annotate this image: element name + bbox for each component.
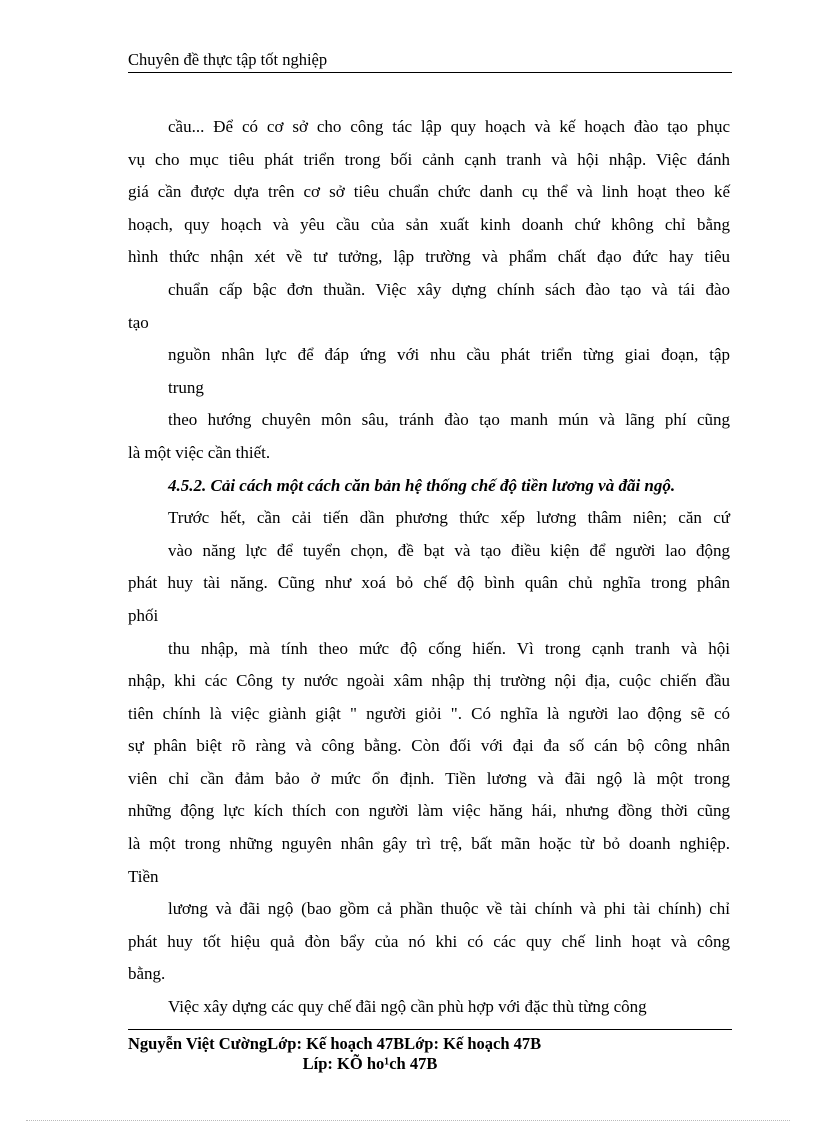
section-heading: 4.5.2. Cải cách một cách căn bản hệ thống chế độ tiền lương và đãi ngộ. [168, 475, 676, 495]
text-line: là một việc cần thiết. [128, 442, 271, 462]
page-bottom-border [26, 1120, 790, 1121]
footer-line-1: Nguyễn Việt CườngLớp: Kế hoạch 47BLớp: Kế hoạch 47B [128, 1034, 542, 1053]
page-footer [128, 1034, 732, 1074]
text-line: những động lực kích thích con người làm việc hăng hái, nhưng đồng thời cũng [128, 801, 730, 821]
text-line: sự phân biệt rõ ràng và công bằng. Còn đối với đại đa số cán bộ công nhân [128, 736, 730, 756]
text-line: Tiền [128, 866, 159, 886]
page-header [128, 50, 732, 73]
text-line: hình thức nhận xét về tư tưởng, lập trường và phẩm chất đạo đức hay tiêu [128, 247, 730, 267]
text-line: giá cần được dựa trên cơ sở tiêu chuẩn chức danh cụ thể và linh hoạt theo kế [128, 182, 730, 202]
body-text [128, 111, 730, 1024]
text-line: phối [128, 605, 159, 625]
text-line: tiên chính là việc giành giật " người giỏi ". Có nghĩa là người lao động sẽ có [128, 703, 730, 723]
text-line: theo hướng chuyên môn sâu, tránh đào tạo manh mún và lãng phí cũng [168, 410, 730, 430]
text-line: tạo [128, 312, 149, 332]
text-line: là một trong những nguyên nhân gây trì trệ, bất mãn hoặc từ bỏ doanh nghiệp. [128, 834, 730, 854]
text-line: trung [168, 377, 204, 397]
text-line: vào năng lực để tuyển chọn, đề bạt và tạo điều kiện để người lao động [168, 540, 730, 560]
text-line: viên chỉ cần đảm bảo ở mức ổn định. Tiền lương và đãi ngộ là một trong [128, 768, 730, 788]
text-line: Việc xây dựng các quy chế đãi ngộ cần phù hợp với đặc thù từng công [168, 997, 647, 1017]
text-line: Trước hết, cần cải tiến dần phương thức xếp lương thâm niên; căn cứ [168, 508, 730, 528]
header-title: Chuyên đề thực tập tốt nghiệp [128, 50, 328, 69]
text-line: vụ cho mục tiêu phát triển trong bối cảnh cạnh tranh và hội nhập. Việc đánh [128, 149, 730, 169]
footer-divider [128, 1029, 732, 1030]
footer-line-2: Líp: KÕ ho¹ch 47B [302, 1054, 438, 1073]
text-line: nhập, khi các Công ty nước ngoài xâm nhập thị trường nội địa, cuộc chiến đầu [128, 671, 730, 691]
text-line: phát huy tốt hiệu quả đòn bẩy của nó khi có các quy chế linh hoạt và công [128, 931, 730, 951]
text-line: lương và đãi ngộ (bao gồm cả phần thuộc về tài chính và phi tài chính) chỉ [168, 899, 730, 919]
text-line: nguồn nhân lực để đáp ứng với nhu cầu phát triển từng giai đoạn, tập [168, 345, 730, 365]
text-line: bằng. [128, 964, 166, 984]
text-line: hoạch, quy hoạch và yêu cầu của sản xuất kinh doanh chứ không chỉ bằng [128, 214, 730, 234]
text-line: thu nhập, mà tính theo mức độ cống hiến. Vì trong cạnh tranh và hội [168, 638, 730, 658]
text-line: cầu... Để có cơ sở cho công tác lập quy hoạch và kế hoạch đào tạo phục [168, 117, 730, 136]
text-line: chuẩn cấp bậc đơn thuần. Việc xây dựng chính sách đào tạo và tái đào [168, 279, 730, 299]
text-line: phát huy tài năng. Cũng như xoá bỏ chế độ bình quân chủ nghĩa trong phân [128, 573, 730, 593]
